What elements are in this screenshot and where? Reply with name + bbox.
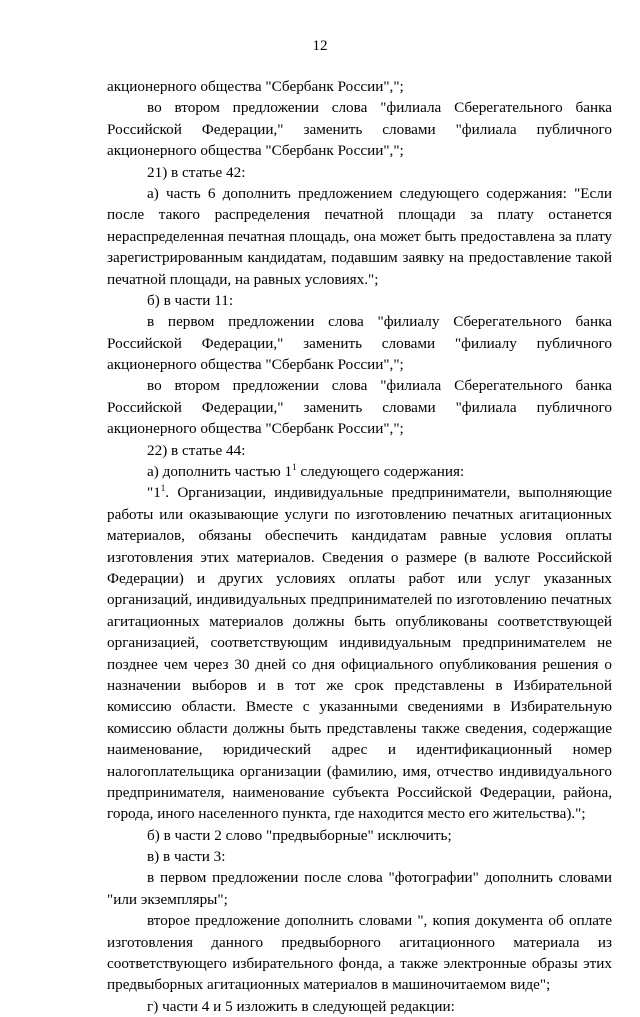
text-line (107, 932, 612, 953)
text-line (107, 825, 612, 846)
text-line (107, 290, 612, 311)
text-line-content: во втором предложении слова "филиала Сберегательного банка (147, 99, 612, 117)
text-line (107, 589, 612, 610)
text-line-content: 21) в статье 42: (147, 163, 246, 181)
text-line-content: Российской Федерации," заменить словами "филиала публичного (107, 398, 612, 416)
text-line-content: акционерного общества "Сбербанк России","; (107, 420, 404, 438)
text-line-content: Федерации) и других условиях оплаты работ или услуг указанных (107, 569, 612, 587)
text-line (107, 739, 612, 760)
text-line-content: акционерного общества "Сбербанк России","; (107, 142, 404, 160)
text-line-content: работы или оказывающие услуги по изготовлению печатных агитационных (107, 505, 612, 523)
text-line (107, 354, 612, 375)
text-line-content: нераспределенная печатная площадь, она может быть предоставлена за плату (107, 227, 612, 245)
text-line-content: комиссию области. Вместе с указанными сведениями в Избирательную (107, 698, 612, 716)
text-line (107, 461, 612, 482)
text-line (107, 76, 612, 97)
text-line (107, 375, 612, 396)
text-line (107, 803, 612, 824)
text-line-content: налогоплательщика организации (фамилию, имя, отчество индивидуального (107, 762, 612, 780)
text-line (107, 632, 612, 653)
text-line (107, 568, 612, 589)
text-line (107, 525, 612, 546)
text-line (107, 718, 612, 739)
text-line-content: соответствующего избирательного фонда, а также электронные образы этих (107, 955, 612, 973)
text-line-content: акционерного общества "Сбербанк России","; (107, 78, 404, 95)
text-line (107, 226, 612, 247)
text-line (107, 654, 612, 675)
text-line-content: комиссию области должны быть представлены также сведения, содержащие (107, 719, 612, 737)
text-line-content: организацией, соответствующим индивидуальным предпринимателем не (107, 634, 612, 652)
superscript: 1 (292, 462, 297, 473)
text-line-content: 22) в статье 44: (147, 441, 246, 459)
document-body (107, 76, 612, 1017)
text-line-continuation: следующего содержания: (296, 463, 465, 481)
text-line-content: во втором предложении слова "филиала Сберегательного банка (147, 377, 612, 395)
text-line-content: "или экземпляры"; (107, 890, 228, 908)
text-line-content: б) в части 11: (147, 291, 234, 309)
text-line-content: второе предложение дополнить словами ", копия документа об оплате (147, 912, 612, 930)
text-line-content: б) в части 2 слово "предвыборные" исключить; (147, 826, 452, 844)
text-line (107, 482, 612, 503)
text-line-content: а) часть 6 дополнить предложением следующего содержания: "Если (147, 184, 612, 202)
text-line-content: изготовления данного предвыборного агитационного материала из (107, 933, 612, 951)
text-line-content: а) дополнить частью 1 (147, 463, 293, 481)
text-line-content: изготовления этих материалов. Сведения о размере (в валюте Российской (107, 548, 612, 566)
text-line (107, 782, 612, 803)
text-line-content: предпринимателя, наименование субъекта Российской Федерации, района, (107, 783, 612, 801)
page-number: 12 (312, 38, 328, 54)
text-line-continuation: . Организации, индивидуальные предприниматели, выполняющие (165, 484, 612, 502)
text-line (107, 547, 612, 568)
text-line-content: печатной площади, на равных условиях."; (107, 270, 379, 288)
text-line-content: в первом предложении слова "филиалу Сберегательного банка (147, 313, 612, 331)
text-line (107, 204, 612, 225)
text-line-content: позднее чем через 30 дней со дня официального опубликования решения о (107, 655, 612, 673)
text-line (107, 996, 612, 1017)
text-line-content: в) в части 3: (147, 848, 226, 866)
text-line (107, 397, 612, 418)
text-line (107, 696, 612, 717)
text-line-content: предвыборных агитационных материалов в машиночитаемом виде"; (107, 976, 551, 994)
text-line (107, 269, 612, 290)
text-line (107, 846, 612, 867)
text-line (107, 974, 612, 995)
text-line-content: после такого распределения печатной площади за плату останется (107, 206, 612, 224)
text-line-content: зарегистрированным кандидатам, подавшим заявку на предоставление такой (107, 249, 612, 267)
text-line (107, 889, 612, 910)
text-line-content: в первом предложении после слова "фотографии" дополнить словами (147, 869, 612, 887)
text-line-content: наименование, юридический адрес и идентификационный номер (107, 741, 612, 759)
text-line-content: г) части 4 и 5 изложить в следующей редакции: (147, 997, 455, 1015)
text-line-content: назначении выборов и в тот же срок представлены в Избирательной (107, 676, 612, 694)
text-line (107, 119, 612, 140)
text-line-content: города, иного населенного пункта, где находится место его жительства)."; (107, 805, 586, 823)
text-line-content: организаций, индивидуальных предпринимателей по изготовлению печатных (107, 591, 612, 609)
text-line (107, 761, 612, 782)
text-line (107, 910, 612, 931)
text-line (107, 333, 612, 354)
text-line (107, 611, 612, 632)
text-line (107, 311, 612, 332)
text-line-content: "1 (147, 484, 161, 502)
text-line-content: Российской Федерации," заменить словами "филиалу публичного (107, 334, 612, 352)
text-line (107, 183, 612, 204)
text-line (107, 418, 612, 439)
text-line (107, 504, 612, 525)
text-line (107, 162, 612, 183)
text-line (107, 440, 612, 461)
text-line (107, 97, 612, 118)
text-line (107, 247, 612, 268)
text-line (107, 140, 612, 161)
text-line-content: акционерного общества "Сбербанк России","; (107, 356, 404, 374)
superscript: 1 (160, 483, 166, 494)
text-line-content: материалов, обязаны обеспечить кандидатам равные условия оплаты (107, 527, 612, 545)
text-line-content: агитационных материалов должны быть опубликованы соответствующей (107, 612, 612, 630)
text-line-content: Российской Федерации," заменить словами "филиала публичного (107, 120, 612, 138)
text-line (107, 675, 612, 696)
text-line (107, 867, 612, 888)
text-line (107, 953, 612, 974)
